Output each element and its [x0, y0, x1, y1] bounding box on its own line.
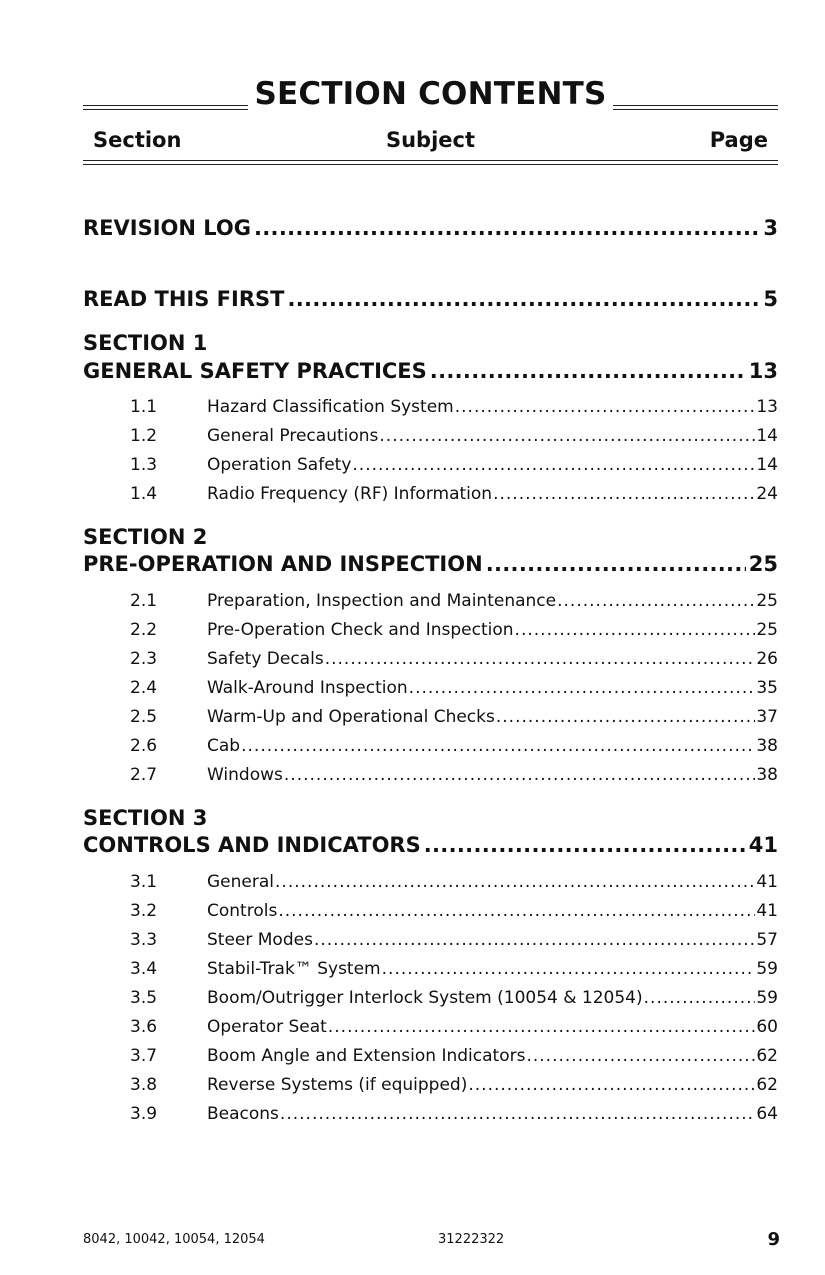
toc-subentry[interactable]: 2.6 Cab . . . 38	[83, 734, 778, 758]
toc-subentry[interactable]: 3.8 Reverse Systems (if equipped) . . . 62	[83, 1073, 778, 1097]
column-page-label: Page	[709, 128, 768, 152]
dot-leader	[314, 928, 755, 952]
dot-leader	[352, 453, 755, 477]
title-block	[83, 76, 778, 110]
dot-leader	[515, 618, 756, 642]
dot-leader	[328, 1015, 756, 1039]
column-section-label: Section	[93, 128, 182, 152]
toc-subentry[interactable]: 3.1 General . . . 41	[83, 870, 778, 894]
dot-leader	[284, 763, 755, 787]
toc-subentry[interactable]: 2.2 Pre-Operation Check and Inspection . . . 25	[83, 618, 778, 642]
footer-page-number: 9	[767, 1229, 780, 1250]
toc-entry-section-title[interactable]: GENERAL SAFETY PRACTICES . . . 13	[83, 357, 778, 385]
toc-entry-section-title[interactable]: CONTROLS AND INDICATORS . . . 41	[83, 831, 778, 859]
toc-subentry[interactable]: 2.3 Safety Decals . . . 26	[83, 647, 778, 671]
dot-leader	[644, 986, 756, 1010]
toc-subentry[interactable]: 1.4 Radio Frequency (RF) Information . . . 24	[83, 482, 778, 506]
dot-leader	[409, 676, 756, 700]
dot-leader	[430, 357, 746, 385]
dot-leader	[275, 870, 755, 894]
footer-models: 8042, 10042, 10054, 12054	[83, 1232, 265, 1247]
dot-leader	[424, 831, 746, 859]
dot-leader	[278, 899, 755, 923]
dot-leader	[486, 550, 746, 578]
dot-leader	[241, 734, 755, 758]
toc-entry-section-title[interactable]: PRE-OPERATION AND INSPECTION . . . 25	[83, 550, 778, 578]
dot-leader	[496, 705, 756, 729]
toc-subentry[interactable]: 3.4 Stabil-Trak™ System . . . 59	[83, 957, 778, 981]
dot-leader	[455, 395, 756, 419]
dot-leader	[325, 647, 756, 671]
column-header	[83, 124, 778, 158]
section-heading: SECTION 1	[83, 331, 208, 355]
column-subject-label: Subject	[385, 128, 476, 152]
dot-leader	[468, 1073, 755, 1097]
dot-leader	[254, 214, 760, 242]
toc-subentry[interactable]: 2.7 Windows . . . 38	[83, 763, 778, 787]
section-heading: SECTION 3	[83, 806, 208, 830]
toc-entry-read-this-first[interactable]: READ THIS FIRST . . . 5	[83, 285, 778, 313]
dot-leader	[287, 285, 760, 313]
dot-leader	[526, 1044, 755, 1068]
page-title: SECTION CONTENTS	[83, 76, 778, 112]
toc-subentry[interactable]: 3.9 Beacons . . . 64	[83, 1102, 778, 1126]
toc-subentry[interactable]: 1.2 General Precautions . . . 14	[83, 424, 778, 448]
dot-leader	[493, 482, 755, 506]
toc-subentry[interactable]: 2.1 Preparation, Inspection and Maintenance . . . 25	[83, 589, 778, 613]
section-heading: SECTION 2	[83, 525, 208, 549]
dot-leader	[557, 589, 755, 613]
dot-leader	[280, 1102, 755, 1126]
toc-subentry[interactable]: 3.5 Boom/Outrigger Interlock System (10054 & 12054) . . . 59	[83, 986, 778, 1010]
toc-subentry[interactable]: 3.2 Controls . . . 41	[83, 899, 778, 923]
toc-entry-revision-log[interactable]: REVISION LOG . . . 3	[83, 214, 778, 242]
toc-subentry[interactable]: 3.7 Boom Angle and Extension Indicators . . . 62	[83, 1044, 778, 1068]
toc-subentry[interactable]: 2.4 Walk-Around Inspection . . . 35	[83, 676, 778, 700]
toc-subentry[interactable]: 1.3 Operation Safety . . . 14	[83, 453, 778, 477]
toc-subentry[interactable]: 3.6 Operator Seat . . . 60	[83, 1015, 778, 1039]
toc-subentry[interactable]: 1.1 Hazard Classification System . . . 13	[83, 395, 778, 419]
toc-subentry[interactable]: 3.3 Steer Modes . . . 57	[83, 928, 778, 952]
dot-leader	[382, 957, 756, 981]
toc-subentry[interactable]: 2.5 Warm-Up and Operational Checks . . . 37	[83, 705, 778, 729]
dot-leader	[379, 424, 755, 448]
header-rule	[83, 160, 778, 165]
footer-doc-number: 31222322	[438, 1232, 505, 1247]
